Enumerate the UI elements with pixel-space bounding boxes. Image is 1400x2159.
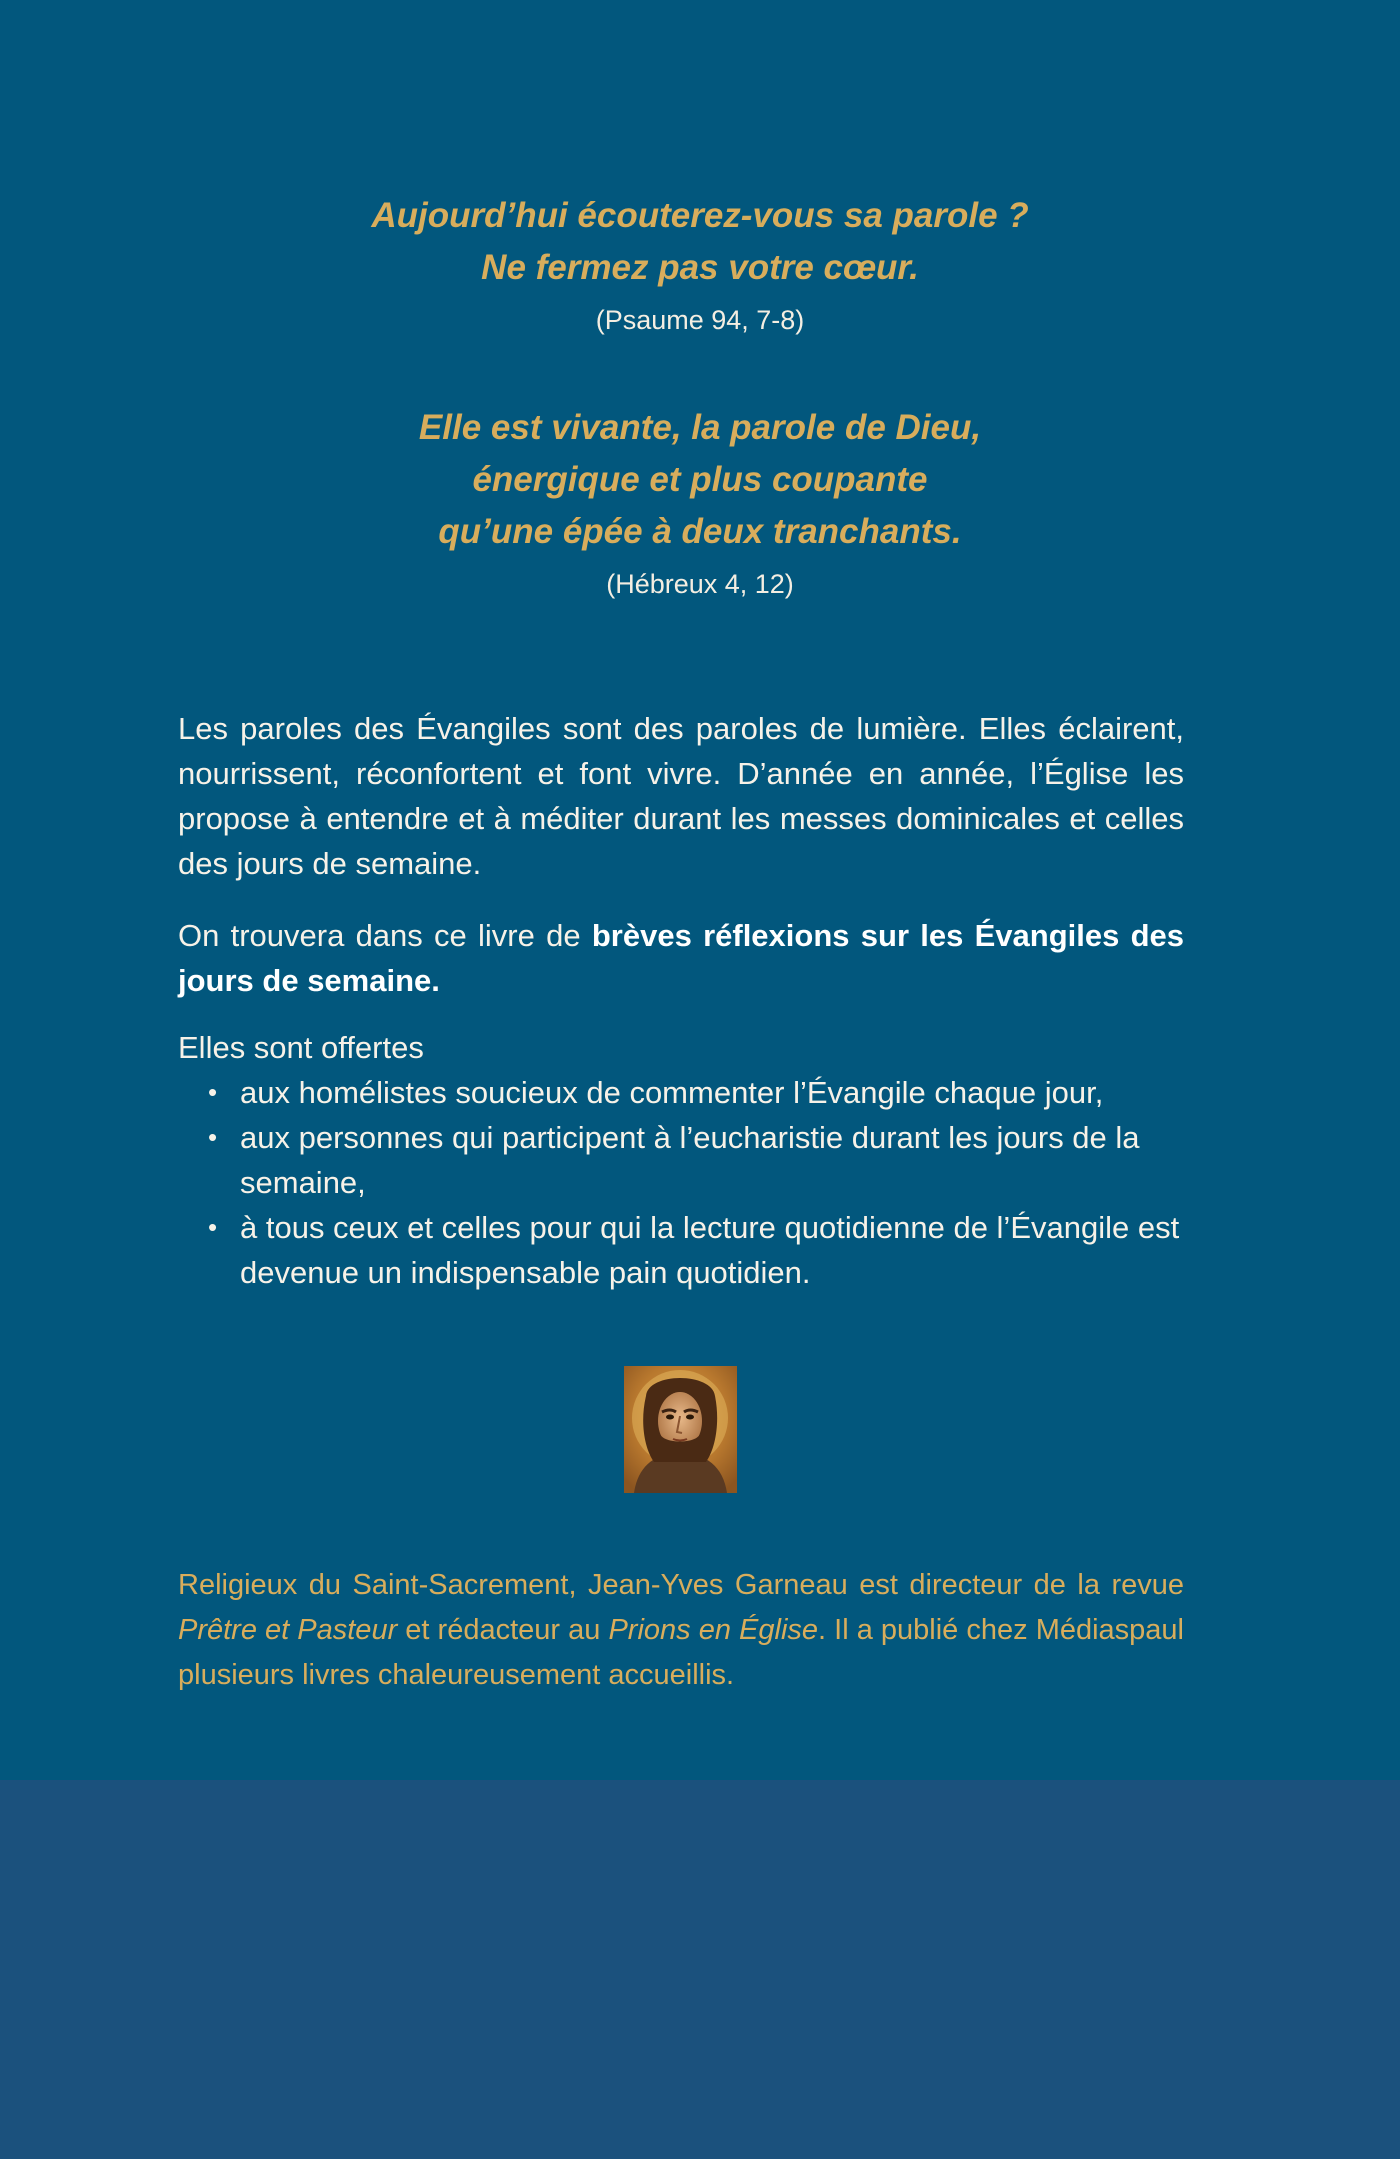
quote-line: qu’une épée à deux tranchants. (438, 512, 962, 551)
bullet-icon: • (208, 1122, 218, 1152)
quote-line: Ne fermez pas votre cœur. (481, 248, 919, 287)
list-item (178, 1205, 1184, 1295)
author-text: et rédacteur au (397, 1614, 609, 1646)
highlight-paragraph (178, 913, 1184, 1003)
highlight-prefix: On trouvera dans ce livre de (178, 918, 592, 953)
list-item-text: aux personnes qui participent à l’eucharistie durant les jours de la semaine, (240, 1120, 1140, 1200)
christ-pantocrator-mosaic-icon (624, 1366, 737, 1493)
list-item (178, 1115, 1184, 1205)
list-item (178, 1070, 1184, 1115)
highlight-bold: brèves réflexions sur les Évangiles des jours de semaine. (178, 918, 1184, 998)
list-item-text: à tous ceux et celles pour qui la lecture quotidienne de l’Évangile est devenue un indispensable pain quotidien. (240, 1210, 1180, 1290)
author-text: . Il a publié chez Médiaspaul plusieurs livres chaleureusement accueillis. (178, 1614, 1185, 1691)
author-bio (178, 1563, 1184, 1698)
quote-line: Aujourd’hui écouterez-vous sa parole ? (371, 196, 1029, 235)
offer-section (178, 1025, 1184, 1295)
bullet-icon: • (208, 1212, 218, 1242)
author-text: Religieux du Saint-Sacrement, Jean-Yves Garneau est directeur de la revue (178, 1569, 1184, 1601)
quote-reference: (Psaume 94, 7-8) (595, 305, 805, 335)
bottom-band (0, 1780, 1400, 2159)
offer-lead: Elles sont offertes (178, 1030, 424, 1065)
intro-paragraph (178, 706, 1184, 886)
list-item-text: aux homélistes soucieux de commenter l’Évangile chaque jour, (240, 1075, 1104, 1110)
psalm-quote (0, 190, 1400, 340)
quote-line: énergique et plus coupante (472, 460, 928, 499)
magazine-title: Prions en Église (608, 1614, 819, 1646)
quote-line: Elle est vivante, la parole de Dieu, (418, 408, 982, 447)
journal-title: Prêtre et Pasteur (178, 1614, 398, 1646)
quote-reference: (Hébreux 4, 12) (606, 569, 794, 599)
offer-list (178, 1070, 1184, 1295)
bullet-icon: • (208, 1077, 218, 1107)
hebrews-quote (0, 402, 1400, 604)
intro-text: Les paroles des Évangiles sont des paroles de lumière. Elles éclairent, nourrissent, réconfortent et font vivre. D’année en année, l’Église les propose à entendre et à méditer durant les messes dominicales et celles des jours de semaine. (178, 711, 1184, 881)
